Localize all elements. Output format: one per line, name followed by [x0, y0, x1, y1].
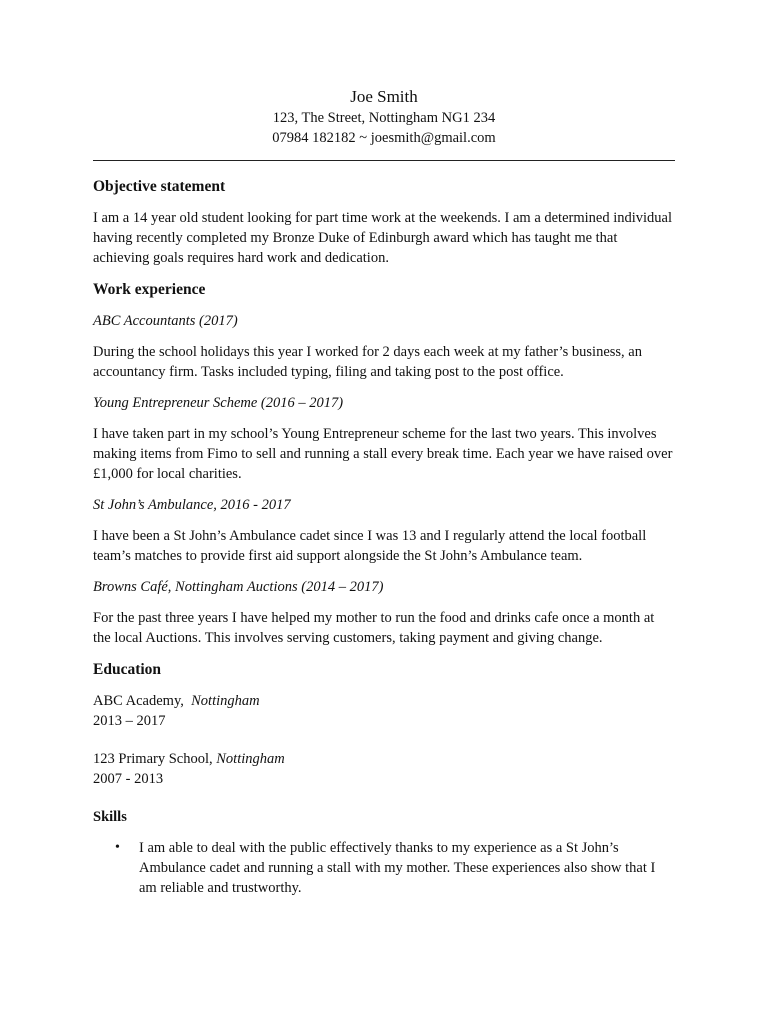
objective-text: I am a 14 year old student looking for part time work at the weekends. I am a determined individual having recently completed my Bronze Duke of Edinburgh award which has taught me that achieving goals requires hard work and dedication.: [93, 210, 673, 266]
school-location: Nottingham: [191, 693, 260, 709]
job-title: Young Entrepreneur Scheme (2016 – 2017): [93, 395, 344, 411]
education-school-line: [93, 691, 675, 711]
job-description: During the school holidays this year I worked for 2 days each week at my father’s business, an accountancy firm. Tasks included typing, filing and taking post to the post office.: [93, 344, 642, 380]
school-name: 123 Primary School,: [93, 751, 213, 767]
cv-header: [93, 86, 675, 148]
education-entry: [93, 749, 675, 789]
job-title: ABC Accountants (2017): [93, 313, 238, 329]
work-heading: Work experience: [93, 281, 206, 298]
school-location: Nottingham: [216, 751, 285, 767]
skills-heading: Skills: [93, 809, 127, 825]
contact-details: 07984 182182 ~ joesmith@gmail.com: [272, 130, 496, 146]
job-description: For the past three years I have helped my mother to run the food and drinks cafe once a month at the local Auctions. This involves serving customers, taking payment and giving change.: [93, 610, 655, 646]
objective-heading: Objective statement: [93, 178, 226, 195]
cv-document: [93, 86, 675, 898]
education-school-line: [93, 749, 675, 769]
address: 123, The Street, Nottingham NG1 234: [272, 110, 496, 126]
bullet-icon: •: [115, 840, 120, 855]
job-description: I have taken part in my school’s Young Entrepreneur scheme for the last two years. This involves making items from Fimo to sell and running a stall every break time. Each year we have raised over £1,000 for local charities.: [93, 426, 673, 482]
skills-list: [115, 838, 675, 898]
education-years: 2013 – 2017: [93, 713, 166, 729]
education-entry: [93, 691, 675, 731]
job-title: Browns Café, Nottingham Auctions (2014 – 2017): [93, 579, 384, 595]
skill-text: I am able to deal with the public effectively thanks to my experience as a St John’s Ambulance cadet and running a stall with my mother. These experiences also show that I am reliable and trustworthy.: [139, 840, 656, 896]
education-heading: Education: [93, 661, 162, 678]
header-divider: [93, 160, 675, 161]
skill-item: [115, 838, 675, 898]
job-description: I have been a St John’s Ambulance cadet since I was 13 and I regularly attend the local football team’s matches to provide first aid support alongside the St John’s Ambulance team.: [93, 528, 647, 564]
job-title: St John’s Ambulance, 2016 - 2017: [93, 497, 291, 513]
applicant-name: Joe Smith: [350, 87, 418, 106]
education-years: 2007 - 2013: [93, 771, 164, 787]
school-name: ABC Academy,: [93, 693, 184, 709]
